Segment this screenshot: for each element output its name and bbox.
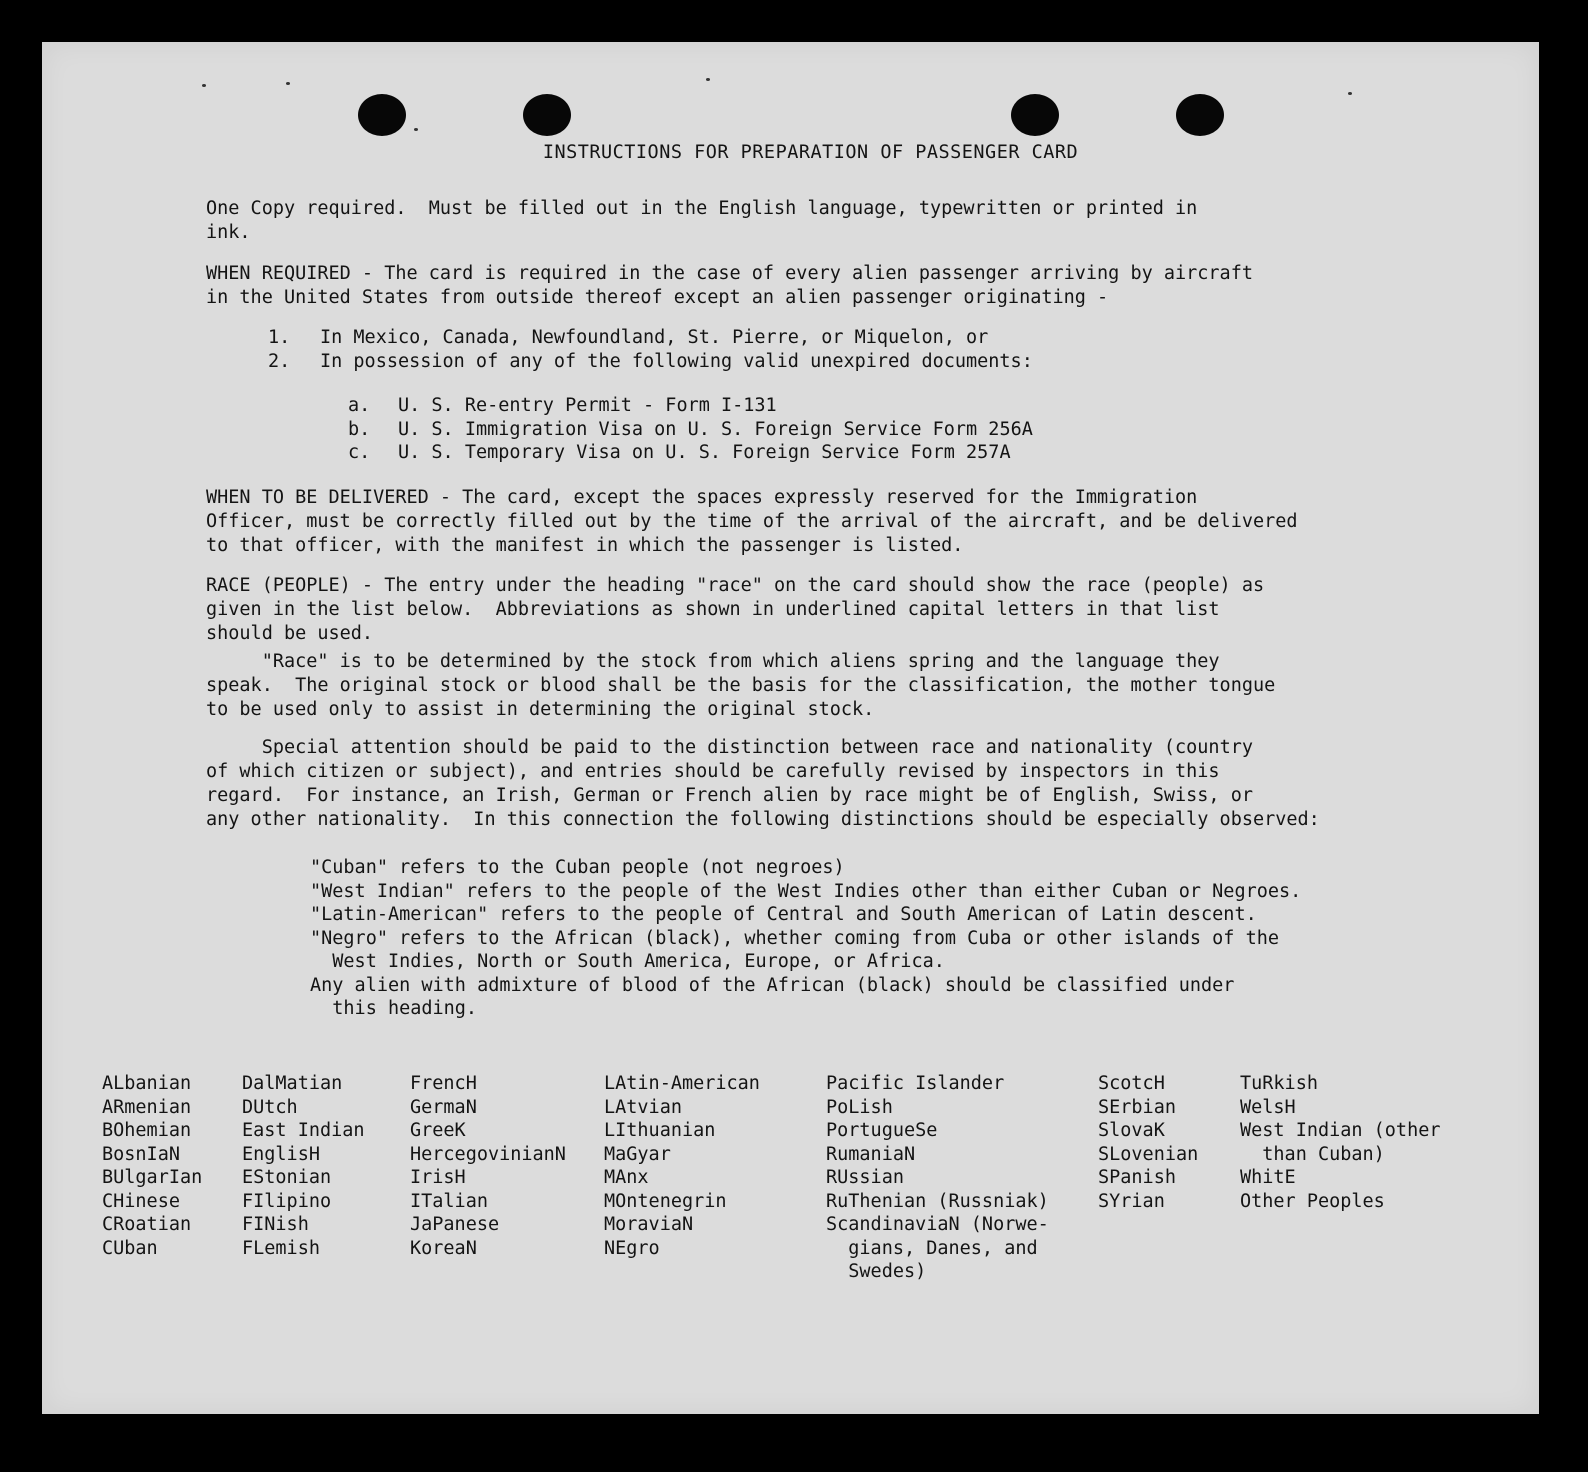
distinction-line: "Latin-American" refers to the people of Central and South American of Latin descent. — [310, 904, 1257, 925]
race-item: WhitE — [1240, 1167, 1296, 1188]
race-item: NEgro — [604, 1237, 660, 1259]
document-title: INSTRUCTIONS FOR PREPARATION OF PASSENGER CARD — [542, 142, 1079, 163]
intro-paragraph: One Copy required. Must be filled out in the English language, typewritten or printed in ink. — [206, 198, 1198, 243]
race-item: SErbian — [1098, 1096, 1176, 1118]
race-item: Pacific Islander — [826, 1073, 1005, 1094]
race-item: SYrian — [1098, 1190, 1165, 1212]
race-item: EnglisH — [242, 1143, 320, 1165]
race-item: GermaN — [410, 1096, 477, 1118]
race-item: BosnIaN — [102, 1143, 180, 1165]
race-column-4 — [604, 1072, 760, 1260]
race-item: EStonian — [242, 1167, 332, 1188]
documents-list — [348, 394, 1033, 465]
race-item: WelsH — [1240, 1096, 1296, 1118]
race-item: FrencH — [410, 1073, 477, 1094]
race-item: East Indian — [242, 1120, 365, 1141]
distinction-line: "West Indian" refers to the people of the West Indies other than either Cuban or Negroes. — [310, 880, 1302, 902]
race-item: SlovaK — [1098, 1120, 1165, 1141]
race-item: ALbanian — [102, 1073, 192, 1094]
race-item: RUssian — [826, 1167, 904, 1188]
punch-hole — [358, 94, 406, 136]
document-item: a. U. S. Re-entry Permit - Form I-131 — [348, 395, 777, 416]
race-column-1 — [102, 1072, 202, 1260]
race-item: MoraviaN — [604, 1214, 694, 1235]
race-item: ARmenian — [102, 1096, 192, 1118]
race-item: BUlgarIan — [102, 1167, 203, 1188]
race-item: LAtvian — [604, 1096, 682, 1118]
race-item: PortugueSe — [826, 1120, 938, 1141]
race-item: gians, Danes, and — [826, 1237, 1038, 1259]
race-item: Other Peoples — [1240, 1190, 1385, 1212]
numbered-list — [268, 326, 1033, 373]
race-item: MAnx — [604, 1167, 649, 1188]
race-column-7 — [1240, 1072, 1440, 1213]
race-item: ScandinaviaN (Norwe- — [826, 1214, 1049, 1235]
race-item: ScotcH — [1098, 1073, 1165, 1094]
document-item: b. U. S. Immigration Visa on U. S. Foreign Service Form 256A — [348, 418, 1033, 440]
speck — [1348, 92, 1352, 95]
distinction-line: "Cuban" refers to the Cuban people (not negroes) — [310, 857, 845, 878]
race-column-2 — [242, 1072, 365, 1260]
race-item: PoLish — [826, 1096, 893, 1118]
race-item: than Cuban) — [1240, 1143, 1385, 1165]
numbered-item: 1. In Mexico, Canada, Newfoundland, St. Pierre, or Miquelon, or — [268, 327, 989, 348]
punch-hole — [1176, 94, 1224, 136]
race-item: SPanish — [1098, 1167, 1176, 1188]
race-item: CRoatian — [102, 1214, 192, 1235]
numbered-item: 2. In possession of any of the following valid unexpired documents: — [268, 350, 1033, 372]
race-item: LIthuanian — [604, 1120, 716, 1141]
race-item: IrisH — [410, 1167, 466, 1188]
distinctions-list — [310, 856, 1301, 1021]
document-page — [42, 42, 1539, 1414]
race-item: CUban — [102, 1237, 158, 1259]
race-item: FLemish — [242, 1237, 320, 1259]
distinction-line: "Negro" refers to the African (black), whether coming from Cuba or other islands of the — [310, 927, 1280, 949]
race-item: JaPanese — [410, 1214, 500, 1235]
race-item: West Indian (other — [1240, 1120, 1441, 1141]
speck — [286, 82, 290, 85]
race-people-paragraph: RACE (PEOPLE) - The entry under the heading "race" on the card should show the race (people) as given in the list below. Abbreviations as shown in underlined capital letters in that list should be used. — [206, 575, 1265, 644]
race-item: LAtin-American — [604, 1073, 760, 1094]
race-item: ITalian — [410, 1190, 488, 1212]
race-item: MaGyar — [604, 1143, 671, 1165]
race-item: DalMatian — [242, 1073, 343, 1094]
distinction-line: this heading. — [310, 998, 478, 1019]
speck — [706, 78, 710, 81]
distinction-line: West Indies, North or South America, Europe, or Africa. — [310, 951, 945, 972]
race-item: HercegovinianN — [410, 1143, 566, 1165]
when-required-paragraph: WHEN REQUIRED - The card is required in the case of every alien passenger arriving by aircraft in the United States from outside thereof except an alien passenger originating - — [206, 263, 1253, 308]
race-column-5 — [826, 1072, 1049, 1284]
special-attention-paragraph: Special attention should be paid to the distinction between race and nationality (country of which citizen or subject), and entries should be carefully revised by inspectors in this regard. For instance, an Irish, German or French alien by race might be of English, Swiss, or any other nationality. In this connection the following distinctions should be especially observed: — [206, 737, 1320, 830]
race-item: FIlipino — [242, 1190, 332, 1212]
race-item: TuRkish — [1240, 1073, 1318, 1094]
speck — [202, 84, 206, 87]
race-item: GreeK — [410, 1120, 466, 1141]
race-item: KoreaN — [410, 1237, 477, 1259]
race-item: FINish — [242, 1214, 309, 1235]
punch-hole — [1011, 94, 1059, 136]
race-item: BOhemian — [102, 1120, 192, 1141]
race-item: CHinese — [102, 1190, 180, 1212]
document-item: c. U. S. Temporary Visa on U. S. Foreign Service Form 257A — [348, 442, 1011, 463]
race-item: MOntenegrin — [604, 1190, 727, 1212]
race-item: RumaniaN — [826, 1143, 916, 1165]
race-item: Swedes) — [826, 1261, 927, 1282]
race-column-6 — [1098, 1072, 1198, 1213]
when-delivered-paragraph: WHEN TO BE DELIVERED - The card, except the spaces expressly reserved for the Immigration Officer, must be correctly filled out by the time of the arrival of the aircraft, and be delivered to that officer, with the manifest in which the passenger is listed. — [206, 487, 1298, 556]
race-determined-paragraph: "Race" is to be determined by the stock from which aliens spring and the language they speak. The original stock or blood shall be the basis for the classification, the mother tongue to be used only to assist in determining the original stock. — [206, 651, 1276, 720]
punch-hole — [523, 94, 571, 136]
distinction-line: Any alien with admixture of blood of the African (black) should be classified under — [310, 974, 1235, 996]
race-item: DUtch — [242, 1096, 298, 1118]
speck — [414, 128, 418, 131]
race-item: RuThenian (Russniak) — [826, 1190, 1049, 1212]
race-column-3 — [410, 1072, 566, 1260]
race-item: SLovenian — [1098, 1143, 1199, 1165]
